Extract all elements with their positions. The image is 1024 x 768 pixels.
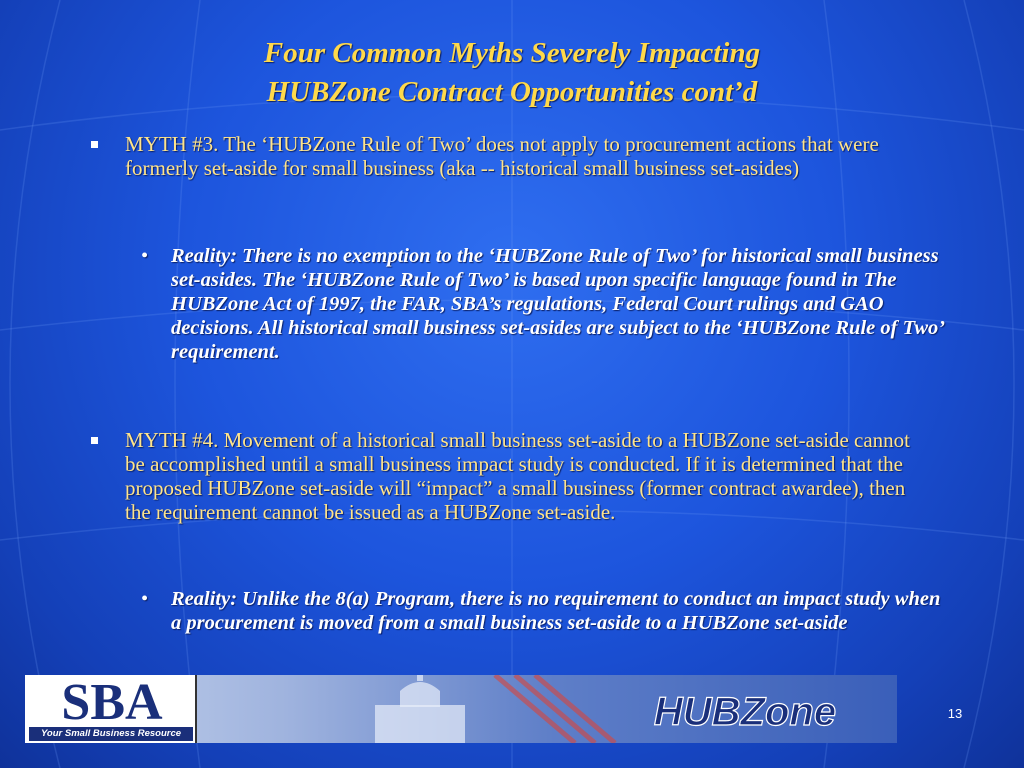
page-number: 13 — [947, 706, 963, 721]
title-line-1: Four Common Myths Severely Impacting — [263, 37, 761, 69]
reality-3-bullet — [141, 244, 946, 364]
sba-logo-icon — [29, 675, 195, 725]
reality-4-bullet — [141, 587, 946, 635]
square-bullet-icon — [91, 141, 98, 148]
sba-tagline: Your Small Business Resource — [29, 727, 193, 741]
hubzone-logo-text: HUBZone — [653, 690, 837, 733]
dot-bullet-icon: • — [141, 588, 149, 610]
myth-4-text: MYTH #4. Movement of a historical small business set-aside to a HUBZone set-aside cannot be accomplished until a small business impact study is conducted. If it is determined that the proposed HUBZone set-aside will “impact” a small business (former contract awardee), then the requirement cannot be issued as a HUBZone set-aside. — [125, 428, 910, 524]
square-bullet-icon — [91, 437, 98, 444]
footer-banner — [25, 675, 897, 743]
sba-logo-text: SBA — [61, 675, 163, 725]
sba-logo — [25, 675, 197, 743]
slide-title — [0, 34, 1024, 112]
title-line-2: HUBZone Contract Opportunities cont’d — [266, 76, 758, 108]
reality-3-text: Reality: There is no exemption to the ‘HUBZone Rule of Two’ for historical small business set-asides. The ‘HUBZone Rule of Two’ is based upon specific language found in The HUBZone Act of 1997, the FAR, SBA’s regulations, Federal Court rulings and GAO decisions. All historical small business set-asides are subject to the ‘HUBZone Rule of Two’ requirement. — [171, 245, 944, 363]
myth-3-bullet — [125, 132, 935, 180]
myth-4-bullet — [125, 428, 935, 524]
reality-4-text: Reality: Unlike the 8(a) Program, there is no requirement to conduct an impact study when a procurement is moved from a small business set-aside to a HUBZone set-aside — [171, 588, 941, 634]
myth-3-text: MYTH #3. The ‘HUBZone Rule of Two’ does not apply to procurement actions that were formerly set-aside for small business (aka -- historical small business set-asides) — [125, 132, 879, 180]
dot-bullet-icon: • — [141, 245, 149, 267]
hubzone-logo-icon — [610, 687, 880, 733]
